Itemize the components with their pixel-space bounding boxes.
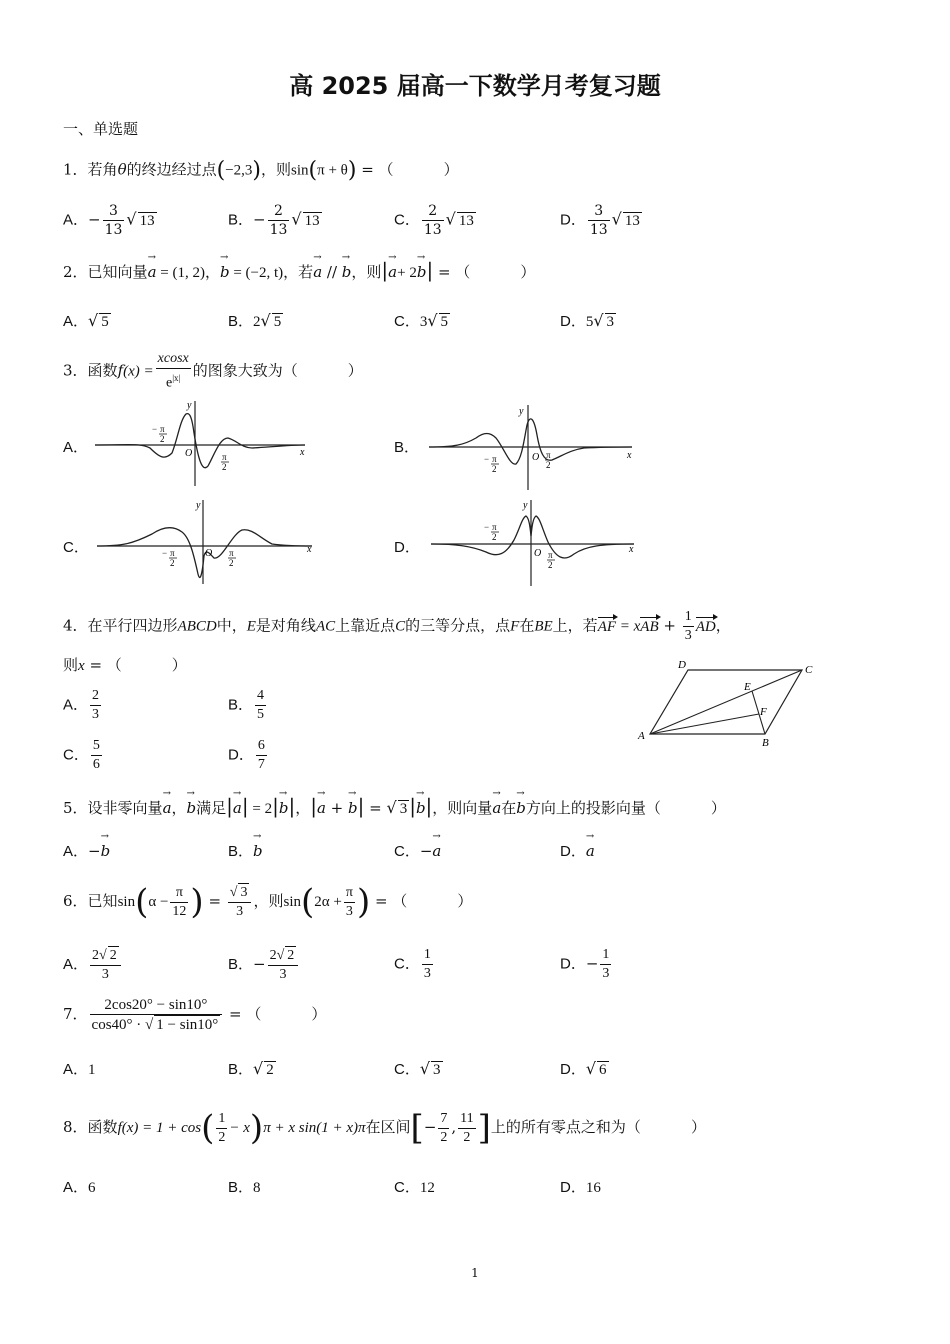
parallelogram-figure [634, 655, 824, 750]
svg-text:x: x [627, 450, 632, 461]
option-label: B． [228, 211, 254, 229]
question-5: 5．设非零向量→ a，→ b满足|→ a| = 2|→ b|，|→ a + → b| = √ 3 |→ b|，则向量→ a在→ b方向上的投影向量（ ） [63, 794, 726, 818]
q7-option-a[interactable]: A．1 [63, 1061, 96, 1078]
q1-number: 1． [63, 160, 88, 179]
svg-text:y: y [523, 500, 528, 511]
option-label: A． [63, 211, 89, 229]
svg-text:x: x [629, 544, 634, 555]
vector-b: → b [220, 263, 230, 281]
label-d: D [678, 659, 686, 671]
svg-text:−: − [484, 454, 490, 464]
axis-x-label: x [300, 447, 305, 458]
q6-option-d[interactable]: D．− $\frac{1}{3}$ [560, 947, 610, 981]
q5-option-a[interactable]: A．−→ b [63, 840, 110, 861]
q1-option-c[interactable]: C． $\frac{2}{13}$ √ 13 [394, 203, 474, 238]
q2-b-value: = (−2, t) [229, 265, 284, 281]
svg-text:y: y [519, 406, 524, 417]
svg-text:π: π [492, 522, 497, 532]
label-c: C [805, 664, 813, 676]
question-8: 8．函数f(x) = 1 + cos( $\frac{1}{2}$ − x)π + x sin(1 + x)π在区间[− $\frac{7}{2}$ , $\frac{11}{2}$ ]上的所有零点之和为（ ） [63, 1108, 706, 1148]
label-a: A [638, 730, 645, 742]
question-2: 2．已知向量→ a = (1, 2)，→ b = (−2, t)，若→ a // → b，则|→ a+ 2→ b| = （ ） [63, 258, 535, 282]
q7-option-c[interactable]: C．√ 3 [394, 1059, 441, 1078]
axis-y-label: y [187, 400, 192, 411]
q3-option-b-label[interactable]: B． [394, 439, 420, 456]
q1-text: 若角 [87, 160, 118, 179]
q1-point: −2,3 [225, 162, 253, 179]
q4-option-c[interactable]: C． $\frac{5}{6}$ [63, 738, 100, 772]
q6-option-b[interactable]: B．− $\frac{2√ 2}{3}$ [228, 946, 300, 984]
q2-option-b[interactable]: B．2√ 5 [228, 311, 282, 330]
svg-text:π: π [546, 450, 551, 460]
svg-text:O: O [534, 548, 542, 559]
q1-option-d[interactable]: D． $\frac{3}{13}$ √ 13 [560, 203, 640, 238]
svg-text:O: O [205, 548, 213, 559]
q2-option-d[interactable]: D．5√ 3 [560, 311, 615, 330]
q1-text: ，则 [261, 160, 292, 179]
q2-number: 2． [63, 263, 88, 281]
q1-option-b[interactable]: B．− $\frac{2}{13}$ √ 13 [228, 203, 320, 238]
q4-option-d[interactable]: D． $\frac{6}{7}$ [228, 738, 265, 772]
q2-option-a[interactable]: A．√ 5 [63, 311, 109, 330]
graph-b[interactable] [424, 400, 639, 492]
svg-text:x: x [307, 544, 312, 555]
svg-text:π: π [229, 548, 234, 558]
option-label: C． [394, 211, 420, 229]
q1-close: ） [443, 160, 459, 179]
q2-a-value: = (1, 2) [156, 265, 205, 281]
svg-text:2: 2 [160, 434, 165, 444]
q1-theta: θ [117, 160, 127, 179]
svg-text:−: − [162, 548, 168, 558]
svg-text:2: 2 [546, 460, 551, 470]
question-6: 6．已知sin(α − $\frac{\pi}{12}$ ) = $\frac{√ 3}{3}$ ，则sin(2α + $\frac{\pi}{3}$ ) = （ ） [63, 882, 473, 922]
q8-option-c[interactable]: C．12 [394, 1179, 435, 1196]
q6-option-a[interactable]: A． $\frac{2√ 2}{3}$ [63, 946, 123, 984]
graph-a[interactable] [90, 398, 315, 490]
question-3: 3．函数f(x) = $\frac{xcosx}{e^{|x|}}$ 的图象大致为（ ） [63, 351, 363, 391]
q1-arg: π + θ [317, 162, 348, 179]
svg-text:π: π [170, 548, 175, 558]
question-7: 7． $\frac{2\cos 20^\circ - \sin 10^\circ}{\cos 40^\circ \cdot √ 1 - \sin 10^\circ}$ = （ ） [63, 997, 327, 1033]
graph-d[interactable] [426, 496, 641, 588]
q8-option-a[interactable]: A．6 [63, 1179, 96, 1196]
svg-text:−: − [484, 522, 490, 532]
page-number: 1 [471, 1266, 479, 1280]
vector-a: → a [148, 263, 157, 281]
svg-text:2: 2 [170, 558, 175, 568]
svg-text:π: π [160, 424, 165, 434]
svg-text:2: 2 [492, 532, 497, 542]
q4-option-b[interactable]: B． $\frac{4}{5}$ [228, 688, 265, 722]
svg-text:2: 2 [548, 560, 553, 570]
svg-text:−: − [152, 424, 158, 434]
q2-text: 已知向量 [87, 263, 148, 281]
q7-option-d[interactable]: D．√ 6 [560, 1059, 607, 1078]
svg-text:y: y [196, 500, 201, 511]
q1-text: 的终边经过点 [126, 160, 217, 179]
label-f: F [760, 706, 767, 718]
q4-option-a[interactable]: A． $\frac{2}{3}$ [63, 688, 100, 722]
q3-option-c-label[interactable]: C． [63, 539, 89, 556]
question-4: 4．在平行四边形ABCD中，E是对角线AC上靠近点C的三等分点，点F在BE上，若AF = xAB + $\frac{1}{3}$ AD， [63, 609, 731, 643]
graph-c[interactable] [92, 496, 317, 588]
svg-text:π: π [492, 454, 497, 464]
origin-label: O [185, 448, 193, 459]
question-1: 1．若角θ的终边经过点(−2,3)，则sin(π + θ) = （ ） [63, 158, 459, 183]
svg-text:O: O [532, 452, 540, 463]
q1-expr: sin [291, 162, 309, 179]
q5-option-d[interactable]: D．→ a [560, 840, 595, 861]
section-heading: 一、单选题 [63, 120, 139, 138]
q7-option-b[interactable]: B．√ 2 [228, 1059, 274, 1078]
q8-option-b[interactable]: B．8 [228, 1179, 261, 1196]
q3-option-a-label[interactable]: A． [63, 439, 89, 456]
page-title: 高 2025 届高一下数学月考复习题 [289, 72, 661, 100]
svg-text:2: 2 [229, 558, 234, 568]
svg-text:2: 2 [492, 464, 497, 474]
question-4-line2: 则x = （ ） [63, 656, 187, 674]
q2-option-c[interactable]: C．3√ 5 [394, 311, 449, 330]
label-b: B [762, 737, 769, 749]
q1-eq: = （ [356, 160, 394, 179]
q5-option-c[interactable]: C．−→ a [394, 840, 441, 861]
q1-option-a[interactable]: A．− $\frac{3}{13}$ √ 13 [63, 203, 155, 238]
q3-option-d-label[interactable]: D． [394, 539, 420, 556]
svg-text:π: π [548, 550, 553, 560]
q8-option-d[interactable]: D．16 [560, 1179, 601, 1196]
svg-text:π: π [222, 452, 227, 462]
label-e: E [744, 681, 751, 693]
svg-text:2: 2 [222, 462, 227, 472]
option-label: D． [560, 211, 586, 229]
q6-option-c[interactable]: C． $\frac{1}{3}$ [394, 947, 431, 981]
q5-option-b[interactable]: B．→ b [228, 840, 263, 861]
